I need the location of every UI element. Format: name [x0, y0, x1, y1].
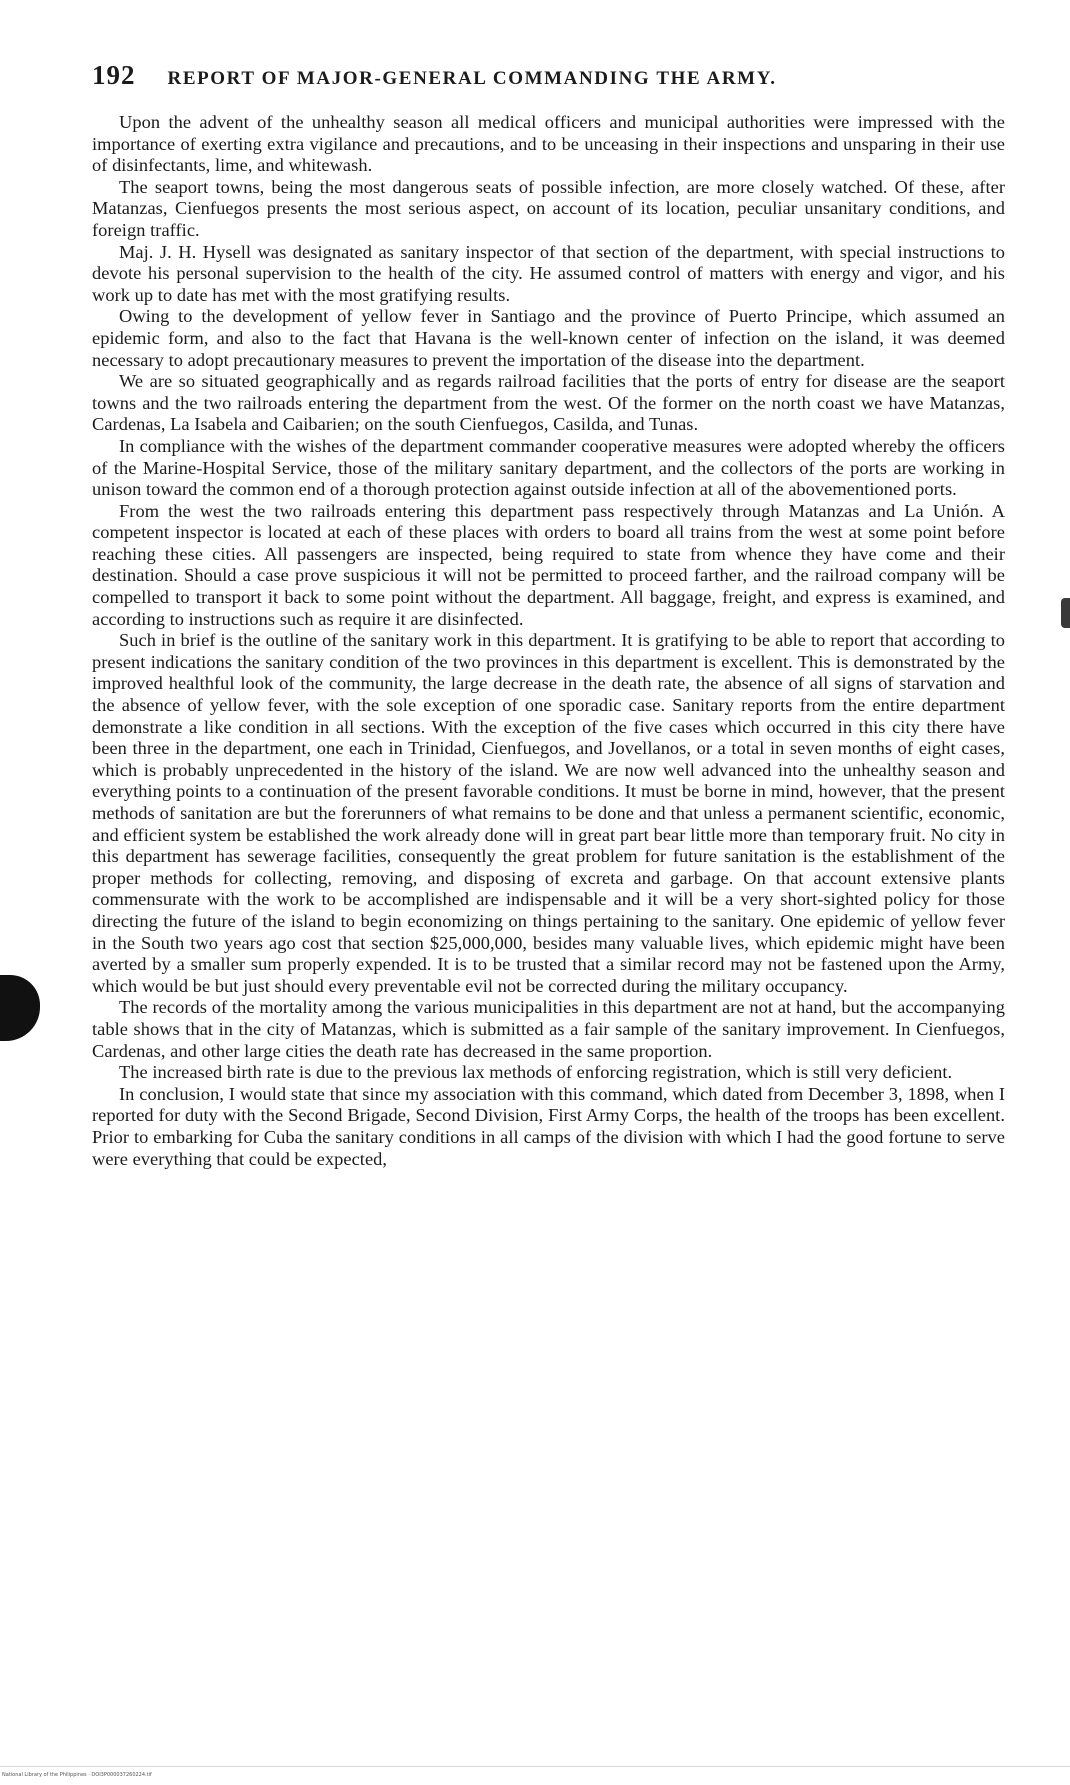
paragraph-seaport-towns: The seaport towns, being the most dangerous seats of possible infection, are more closely watched. Of these, after Matanzas, Cienfuegos presents the most serious aspect, on account of its location, peculiar unsanitary conditions, and foreign traffic.: [92, 176, 1005, 240]
footer-divider: [0, 1766, 1070, 1767]
paragraph-unhealthy-season: Upon the advent of the unhealthy season all medical officers and municipal authorities were impressed with the importance of exerting extra vigilance and precautions, and to be unceasing in their inspections and unsparing in their use of disinfectants, lime, and whitewash.: [92, 112, 1005, 176]
paragraph-sanitary-inspector: Maj. J. H. Hysell was designated as sanitary inspector of that section of the department, with special instructions to devote his personal supervision to the health of the city. He assumed control of matters with energy and vigor, and his work up to date has met with the most gratifying results.: [92, 241, 1005, 305]
paragraph-ports-of-entry: We are so situated geographically and as regards railroad facilities that the ports of entry for disease are the seaport towns and the two railroads entering the department from the west. Of the former on the north coast we have Matanzas, Cardenas, La Isabela and Caibarien; on the south Cienfuegos, Casilda, and Tunas.: [92, 371, 1005, 435]
scan-edge-blot: [0, 975, 40, 1041]
paragraph-cooperative-measures: In compliance with the wishes of the department commander cooperative measures were adopted whereby the officers of the Marine-Hospital Service, those of the military sanitary department, and the collectors of the ports are working in unison toward the common end of a thorough protection against outside infection at all of the abovementioned ports.: [92, 435, 1005, 500]
body-text: [92, 112, 1005, 1170]
paragraph-sanitary-outline: Such in brief is the outline of the sanitary work in this department. It is gratifying to be able to report that according to present indications the sanitary condition of the two provinces in this department is excellent. This is demonstrated by the improved healthful look of the community, the large decrease in the death rate, the absence of all signs of starvation and the absence of yellow fever, with the sole exception of one sporadic case. Sanitary reports from the entire department demonstrate a like condition in all sections. With the exception of the five cases which occurred in this city there have been three in the department, one each in Trinidad, Cienfuegos, and Jovellanos, or a total in seven months of eight cases, which is probably unprecedented in the history of the island. We are now well advanced into the unhealthy season and everything points to a continuation of the present favorable conditions. It must be borne in mind, however, that the present methods of sanitation are but the forerunners of what remains to be done and that unless a permanent scientific, economic, and efficient system be established the work already done will in great part bear little more than temporary fruit. No city in this department has sewerage facilities, consequently the great problem for future sanitation is the establishment of the proper methods for collecting, removing, and disposing of excreta and garbage. On that account extensive plants commensurate with the work to be accomplished are indispensable and it will be a very short-sighted policy for those directing the future of the island to begin economizing on things pertaining to the sanitary. One epidemic of yellow fever in the South two years ago cost that section $25,000,000, besides many valuable lives, which epidemic might have been averted by a smaller sum properly expended. It is to be trusted that a similar record may not be fastened upon the Army, which would be but just should every preventable evil not be corrected during the military occupancy.: [92, 630, 1005, 996]
page-number: 192: [92, 60, 136, 90]
paragraph-mortality-records: The records of the mortality among the various municipalities in this department are not at hand, but the accompanying table shows that in the city of Matanzas, which is submitted as a fair sample of the sanitary improvement. In Cienfuegos, Cardenas, and other large cities the death rate has decreased in the same proportion.: [92, 997, 1005, 1061]
page-header: [92, 60, 952, 91]
paragraph-yellow-fever-precautions: Owing to the development of yellow fever in Santiago and the province of Puerto Principe, which assumed an epidemic form, and also to the fact that Havana is the well-known center of infection on the island, it was deemed necessary to adopt precautionary measures to prevent the importation of the disease into the department.: [92, 306, 1005, 370]
running-head: REPORT OF MAJOR-GENERAL COMMANDING THE ARMY.: [167, 68, 777, 89]
scan-edge-mark: [1061, 598, 1070, 628]
paragraph-conclusion: In conclusion, I would state that since my association with this command, which dated from December 3, 1898, when I reported for duty with the Second Brigade, Second Division, First Army Corps, the health of the troops has been excellent. Prior to embarking for Cuba the sanitary conditions in all camps of the division with which I had the good fortune to serve were everything that could be expected,: [92, 1083, 1005, 1169]
scan-credit: National Library of the Philippines · DOI3P000037260224.tif: [2, 1772, 152, 1778]
paragraph-birth-rate: The increased birth rate is due to the previous lax methods of enforcing registration, which is still very deficient.: [119, 1062, 953, 1083]
paragraph-railroad-inspection: From the west the two railroads entering this department pass respectively through Matanzas and La Unión. A competent inspector is located at each of these places with orders to board all trains from the west at some point before reaching these cities. All passengers are inspected, being required to state from whence they have come and their destination. Should a case prove suspicious it will not be permitted to proceed farther, and the railroad company will be compelled to transport it back to some point without the department. All baggage, freight, and express is examined, and according to instructions such as require it are disinfected.: [92, 500, 1005, 629]
